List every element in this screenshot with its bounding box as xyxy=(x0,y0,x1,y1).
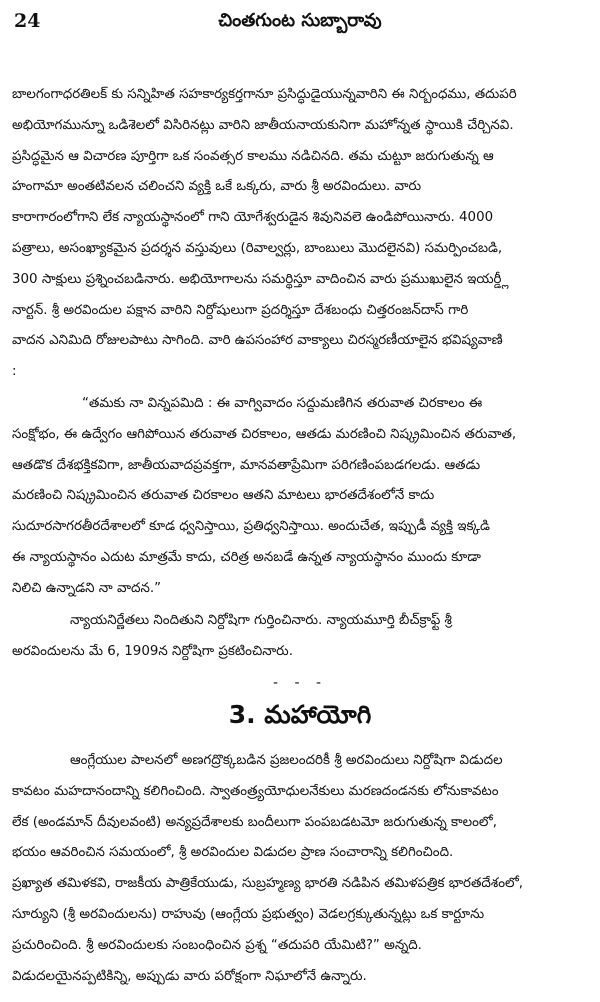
section-separator: - - - xyxy=(272,675,328,691)
quote-line: నిలిచి ఉన్నాడని నా వాదన.” xyxy=(12,580,162,596)
text-line: కావటం మహదానందాన్ని కలిగించింది. స్వాతంత్ర్యయోధులనేకులు మరణదండనకు లోనుకావటం xyxy=(12,783,499,799)
text-line: అభియోగమున్నూ ఒడిశెలలో విసిరినట్లు వారిని జాతీయనాయకునిగా మహోన్నత స్థాయికి చేర్చినవి. xyxy=(12,117,514,133)
text-line: 300 సాక్షులు ప్రశ్నించబడినారు. అభియోగాలను సమర్థిస్తూ వాదించిన వారు ప్రముఖులైన ఇయర్డ్లీ xyxy=(12,271,509,287)
running-title: చింతగుంట సుబ్బారావు xyxy=(218,10,382,31)
text-line: నార్టన్. శ్రీ అరవిందుల పక్షాన వారిని నిర్దోషులుగా ప్రదర్శిస్తూ దేశబంధు చిత్తరంజన్‌దాస్ గారి xyxy=(12,302,469,318)
chapter-title: 3. మహాయోగి xyxy=(228,700,372,729)
paragraph-3 xyxy=(12,606,588,668)
quote-line: సంక్షోభం, ఈ ఉద్వేగం ఆగిపోయిన తరువాత చిరకాలం, ఆతడు మరణించి నిష్క్రమించిన తరువాత, xyxy=(12,426,517,442)
text-line: పత్రాలు, అసంఖ్యాకమైన ప్రదర్శన వస్తువులు (రివాల్వర్లు, బాంబులు మొదలైనవి) సమర్పించబడి, xyxy=(12,240,503,256)
quote-line: మరణించి నిష్క్రమించిన తరువాత చిరకాలం ఆతని మాటలు భారతదేశంలోనే కాదు xyxy=(12,488,435,504)
text-line: : xyxy=(12,364,17,380)
paragraph-4 xyxy=(12,746,588,992)
text-line: ప్రసిద్ధమైన ఆ విచారణ పూర్తిగా ఒక సంవత్సర కాలము నడిచినది. తమ చుట్టూ జరుగుతున్న ఆ xyxy=(12,148,494,164)
page-number: 24 xyxy=(14,10,41,32)
quote-line: ఈ న్యాయస్థానం ఎదుట మాత్రమే కాదు, చరిత్ర అనబడే ఉన్నత న్యాయస్థానం ముందు కూడా xyxy=(12,549,481,565)
text-line: లేక (అండమాన్ దీవులవంటి) అన్యప్రదేశాలకు బందీలుగా పంపబడటమో జరుగుతున్న కాలంలో, xyxy=(12,814,497,830)
text-line: అరవిందులను మే 6, 1909న నిర్దోషిగా ప్రకటించినారు. xyxy=(12,643,293,659)
text-line: న్యాయనిర్ణేతలు నిందితుని నిర్దోషిగా గుర్తించినారు. న్యాయమూర్తి బీచ్‌క్రాఫ్ట్ శ్రీ xyxy=(70,613,452,628)
text-line: ప్రఖ్యాత తమిళకవి, రాజకీయ పాత్రికేయుడు, సుబ్రహ్మణ్య భారతి నడిపిన తమిళపత్రిక భారతదేశంలో, xyxy=(12,876,524,892)
text-line: హంగామా అంతటివలన చలించని వ్యక్తి ఒకే ఒక్కరు, వారు శ్రీ అరవిందులు. వారు xyxy=(12,179,422,195)
quote-line: “తమకు నా విన్నపమిది : ఈ వాగ్వివాదం సద్దుమణిగిన తరువాత చిరకాలం ఈ xyxy=(82,396,483,411)
text-line: విడుదలయైనప్పటికిన్ని, అప్పుడు వారు పరోక్షంగా నిఘాలోనే ఉన్నారు. xyxy=(12,968,367,984)
text-line: ఆంగ్లేయుల పాలనలో అణగద్రొక్కబడిన ప్రజలందరికీ శ్రీ అరవిందులు నిర్దోషిగా విడుదల xyxy=(70,753,503,768)
page-header xyxy=(0,8,600,38)
text-line: భయం ఆవరించిన సమయంలో, శ్రీ అరవిందుల విడుదల ప్రాణ సంచారాన్ని కలిగించింది. xyxy=(12,845,454,861)
text-line: వాదన ఎనిమిది రోజులపాటు సాగింది. వారి ఉపసంహార వాక్యాలు చిరస్మరణీయాలైన భవిష్యవాణి xyxy=(12,333,503,349)
quote-line: సుదూరసాగరతీరదేశాలలో కూడ ధ్వనిస్తాయి, ప్రతిధ్వనిస్తాయి. అందుచేత, ఇప్పుడీ వ్యక్తి ఇక్కడి xyxy=(12,519,490,535)
text-line: కారాగారంలోగాని లేక న్యాయస్థానంలో గాని యోగేశ్వరుడైన శివునివలె ఉండిపోయినారు. 4000 xyxy=(12,210,494,226)
paragraph-1 xyxy=(12,80,588,388)
quote-line: ఆతడొక దేశభక్తికవిగా, జాతీయవాదప్రవక్తగా, మానవతాప్రేమిగా పరిగణింపబడగలడు. ఆతడు xyxy=(12,457,481,473)
block-quote xyxy=(12,389,588,605)
text-line: బాలగంగాధరతిలక్ కు సన్నిహిత సహకార్యకర్తగానూ ప్రసిద్ధుడైయున్నవారిని ఈ నిర్బంధము, తదుపరి xyxy=(12,87,517,102)
text-line: సూర్యుని (శ్రీ అరవిందులను) రాహువు (ఆంగ్లేయ ప్రభుత్వం) వెడలగ్రక్కుతున్నట్లు ఒక కార్టూను xyxy=(12,906,485,922)
text-line: ప్రచురించింది. శ్రీ అరవిందులకు సంబంధించిన ప్రశ్న “తదుపరి యేమిటి?” అన్నది. xyxy=(12,937,422,953)
